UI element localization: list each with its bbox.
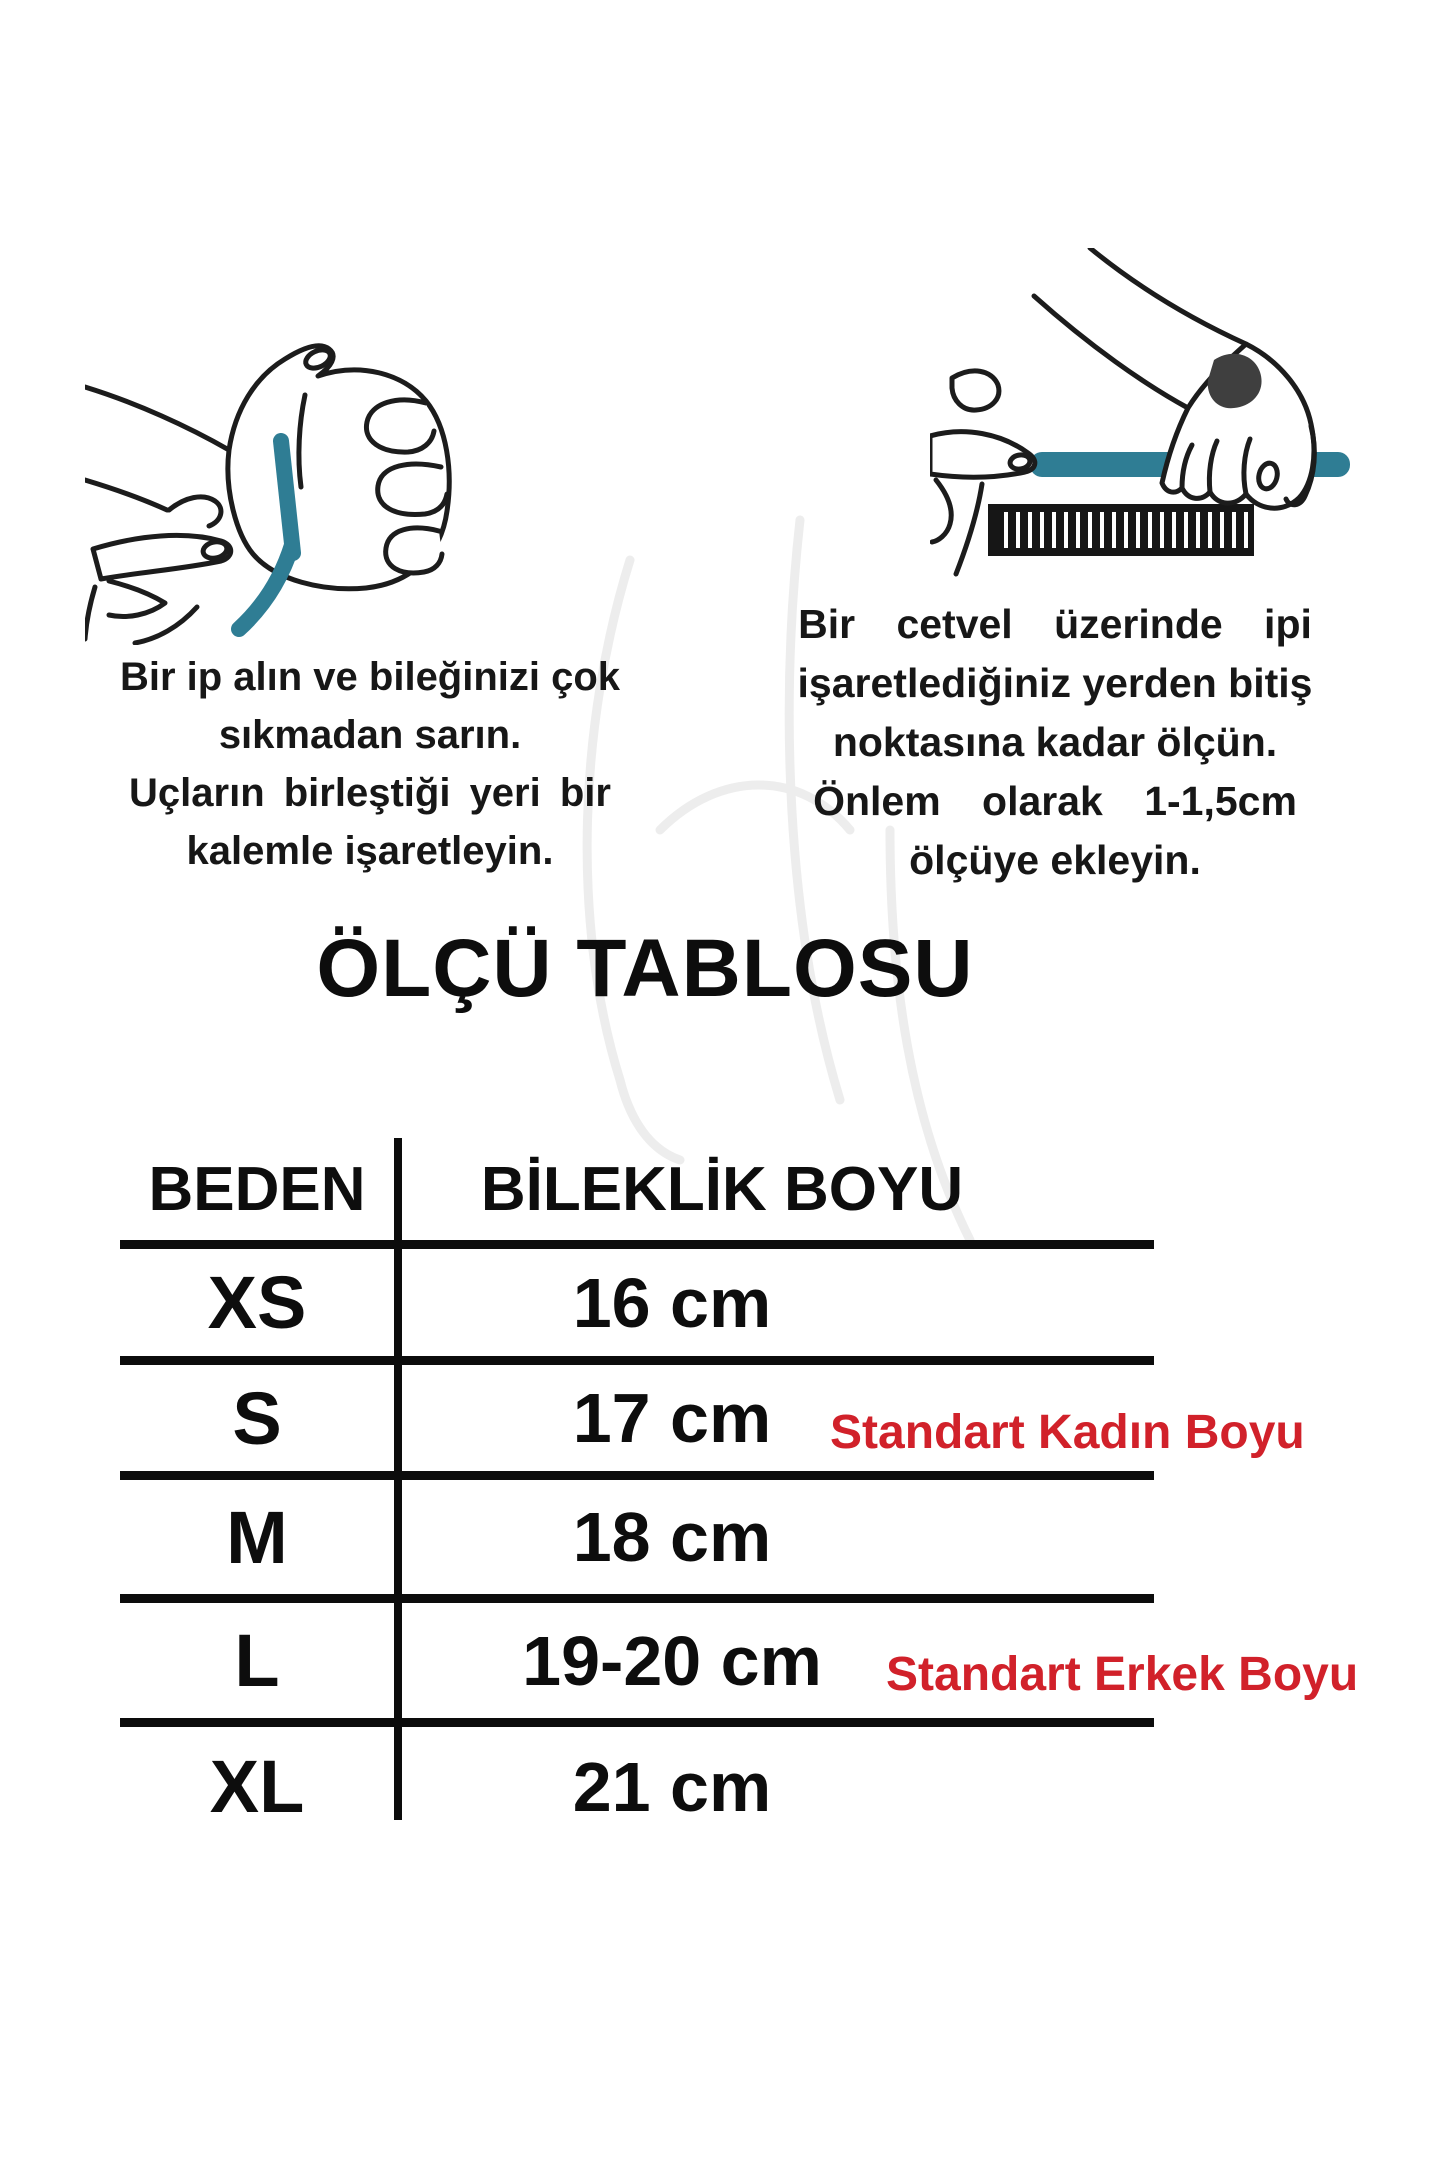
instruction-line: Bir ip alın ve bileğinizi çok <box>119 655 621 699</box>
table-rule <box>120 1356 1154 1365</box>
standard-men-size-note: Standart Erkek Boyu <box>886 1648 1359 1701</box>
length-cell: 21 cm <box>572 1747 772 1826</box>
instruction-line: sıkmadan sarın. <box>218 713 522 757</box>
page-title: ÖLÇÜ TABLOSU <box>316 923 974 1014</box>
instruction-line: Uçların birleştiği yeri bir <box>129 771 611 815</box>
size-cell: M <box>226 1495 288 1579</box>
instruction-line: noktasına kadar ölçün. <box>832 719 1278 765</box>
size-cell: L <box>234 1619 280 1702</box>
instruction-line: Önlem olarak 1-1,5cm <box>813 778 1297 824</box>
instruction-line: kalemle işaretleyin. <box>186 829 554 873</box>
length-cell: 16 cm <box>572 1263 772 1342</box>
fist-with-string-illustration-icon <box>85 295 485 645</box>
instruction-line: Bir cetvel üzerinde ipi <box>798 601 1312 647</box>
instruction-right <box>770 595 1340 890</box>
instruction-line: ölçüye ekleyin. <box>909 837 1201 883</box>
length-cell: 19-20 cm <box>522 1621 822 1700</box>
size-cell: XL <box>209 1745 305 1828</box>
column-header-length: BİLEKLİK BOYU <box>480 1154 964 1224</box>
table-rule <box>120 1240 1154 1249</box>
length-cell: 17 cm <box>572 1379 772 1457</box>
length-cell: 18 cm <box>572 1498 772 1576</box>
table-rule <box>120 1594 1154 1603</box>
instruction-left <box>75 648 665 880</box>
standard-women-size-note: Standart Kadın Boyu <box>830 1405 1305 1459</box>
column-header-size: BEDEN <box>148 1154 366 1224</box>
size-cell: XS <box>207 1261 307 1344</box>
instruction-line: işaretlediğiniz yerden bitiş <box>797 660 1313 706</box>
ruler-measuring-illustration-icon <box>930 248 1350 578</box>
size-cell: S <box>232 1376 282 1460</box>
